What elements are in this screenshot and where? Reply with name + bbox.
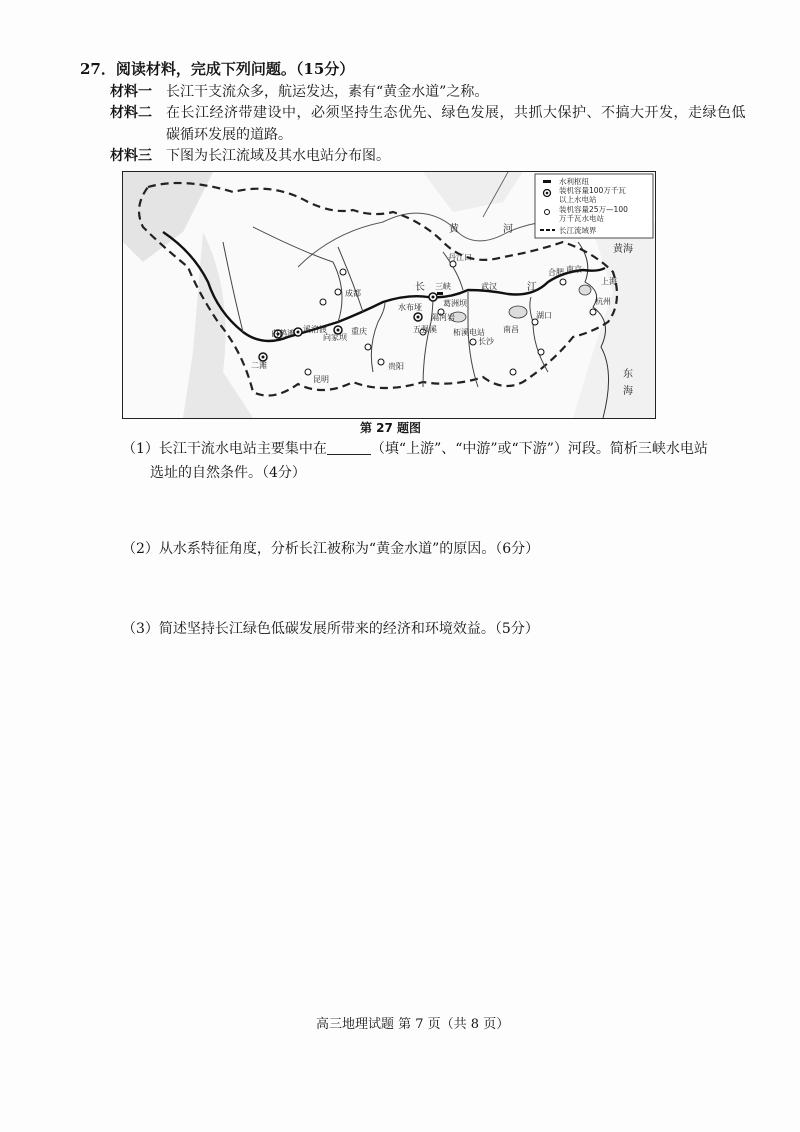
label-chongqing: 重庆 <box>351 327 367 336</box>
label-he: 河 <box>503 224 513 235</box>
label-huang: 黄 <box>449 224 459 235</box>
yangtze-basin-map <box>122 171 656 419</box>
map-legend <box>535 174 653 238</box>
label-hangzhou: 杭州 <box>595 297 611 306</box>
material-3-label: 材料三 <box>110 148 152 164</box>
label-danjiangkou: 丹江口 <box>448 253 472 262</box>
label-donghai-2: 海 <box>623 386 633 397</box>
material-3-text: 下图为长江流域及其水电站分布图。 <box>166 148 390 164</box>
subquestion-1-part-a: （1）长江干流水电站主要集中在 <box>122 441 327 457</box>
subquestion-1-line-2: 选址的自然条件。（4分） <box>150 465 306 481</box>
legend-small-line2: 万千瓦水电站 <box>559 214 604 223</box>
material-2-line-1: 在长江经济带建设中，必须坚持生态优先、绿色发展，共抓大保护、不搞大开发，走绿色低 <box>166 105 746 121</box>
label-huanghai: 黄海 <box>613 244 633 255</box>
label-geheyan: 隔河岩 <box>431 313 455 322</box>
map-caption: 第 27 题图 <box>360 421 422 435</box>
page-footer: 高三地理试题 第 7 页（共 8 页） <box>316 1017 510 1032</box>
legend-small-line1: 装机容量25万—100 <box>559 205 628 214</box>
label-shanghai: 上海 <box>601 277 617 286</box>
label-wuqiangxi: 五强溪 <box>413 325 437 334</box>
label-kunming: 昆明 <box>313 375 329 384</box>
label-shuibuya: 水布垭 <box>398 303 422 312</box>
label-gezhouba: 葛洲坝 <box>443 299 467 308</box>
legend-big-line2: 以上水电站 <box>559 195 597 204</box>
answer-blank[interactable] <box>327 440 371 455</box>
label-jiang: 江 <box>527 282 537 293</box>
material-1-label: 材料一 <box>110 84 152 100</box>
material-2 <box>110 102 746 146</box>
label-hefei: 合肥 <box>548 268 564 277</box>
label-zhexi: 柘溪电站 <box>453 328 485 337</box>
legend-big-line1: 装机容量100万千瓦 <box>559 186 626 195</box>
label-xiluodu: 溪洛渡 <box>303 325 327 334</box>
subquestion-2: （2）从水系特征角度，分析长江被称为“黄金水道”的原因。（6分） <box>122 541 540 557</box>
label-sanxia: 三峡 <box>435 282 451 291</box>
legend-dam: 水利枢纽 <box>559 177 589 186</box>
label-changsha: 长沙 <box>478 337 494 346</box>
label-baihetan: 白鹤滩 <box>271 329 295 338</box>
taihu-lake <box>579 285 591 295</box>
label-wuhan: 武汉 <box>481 282 497 291</box>
material-2-label: 材料二 <box>110 105 152 121</box>
label-nanchang: 南昌 <box>503 325 519 334</box>
material-2-line-2: 碳循环发展的道路。 <box>166 127 292 143</box>
subquestion-1-part-b: （填“上游”、“中游”或“下游”）河段。简析三峡水电站 <box>370 441 708 457</box>
poyang-lake <box>509 306 527 318</box>
subquestion-1-line-1 <box>122 437 708 461</box>
label-chang: 长 <box>415 282 425 293</box>
label-donghai-1: 东 <box>623 369 633 380</box>
material-1-text: 长江干支流众多，航运发达，素有“黄金水道”之称。 <box>166 84 489 100</box>
label-guiyang: 贵阳 <box>388 362 404 371</box>
label-hukou: 湖口 <box>536 311 552 320</box>
map-svg <box>123 172 655 418</box>
question-title: 27．阅读材料，完成下列问题。（15分） <box>80 60 355 78</box>
label-nanjing: 南京 <box>566 265 582 274</box>
label-chengdu: 成都 <box>345 289 361 298</box>
label-xiangjiaba: 向家坝 <box>323 333 347 342</box>
label-ertan: 二滩 <box>251 361 267 370</box>
sanxia-dam-icon <box>437 292 443 295</box>
legend-boundary: 长江流域界 <box>559 226 597 235</box>
subquestion-3: （3）简述坚持长江绿色低碳发展所带来的经济和环境效益。（5分） <box>122 621 539 637</box>
